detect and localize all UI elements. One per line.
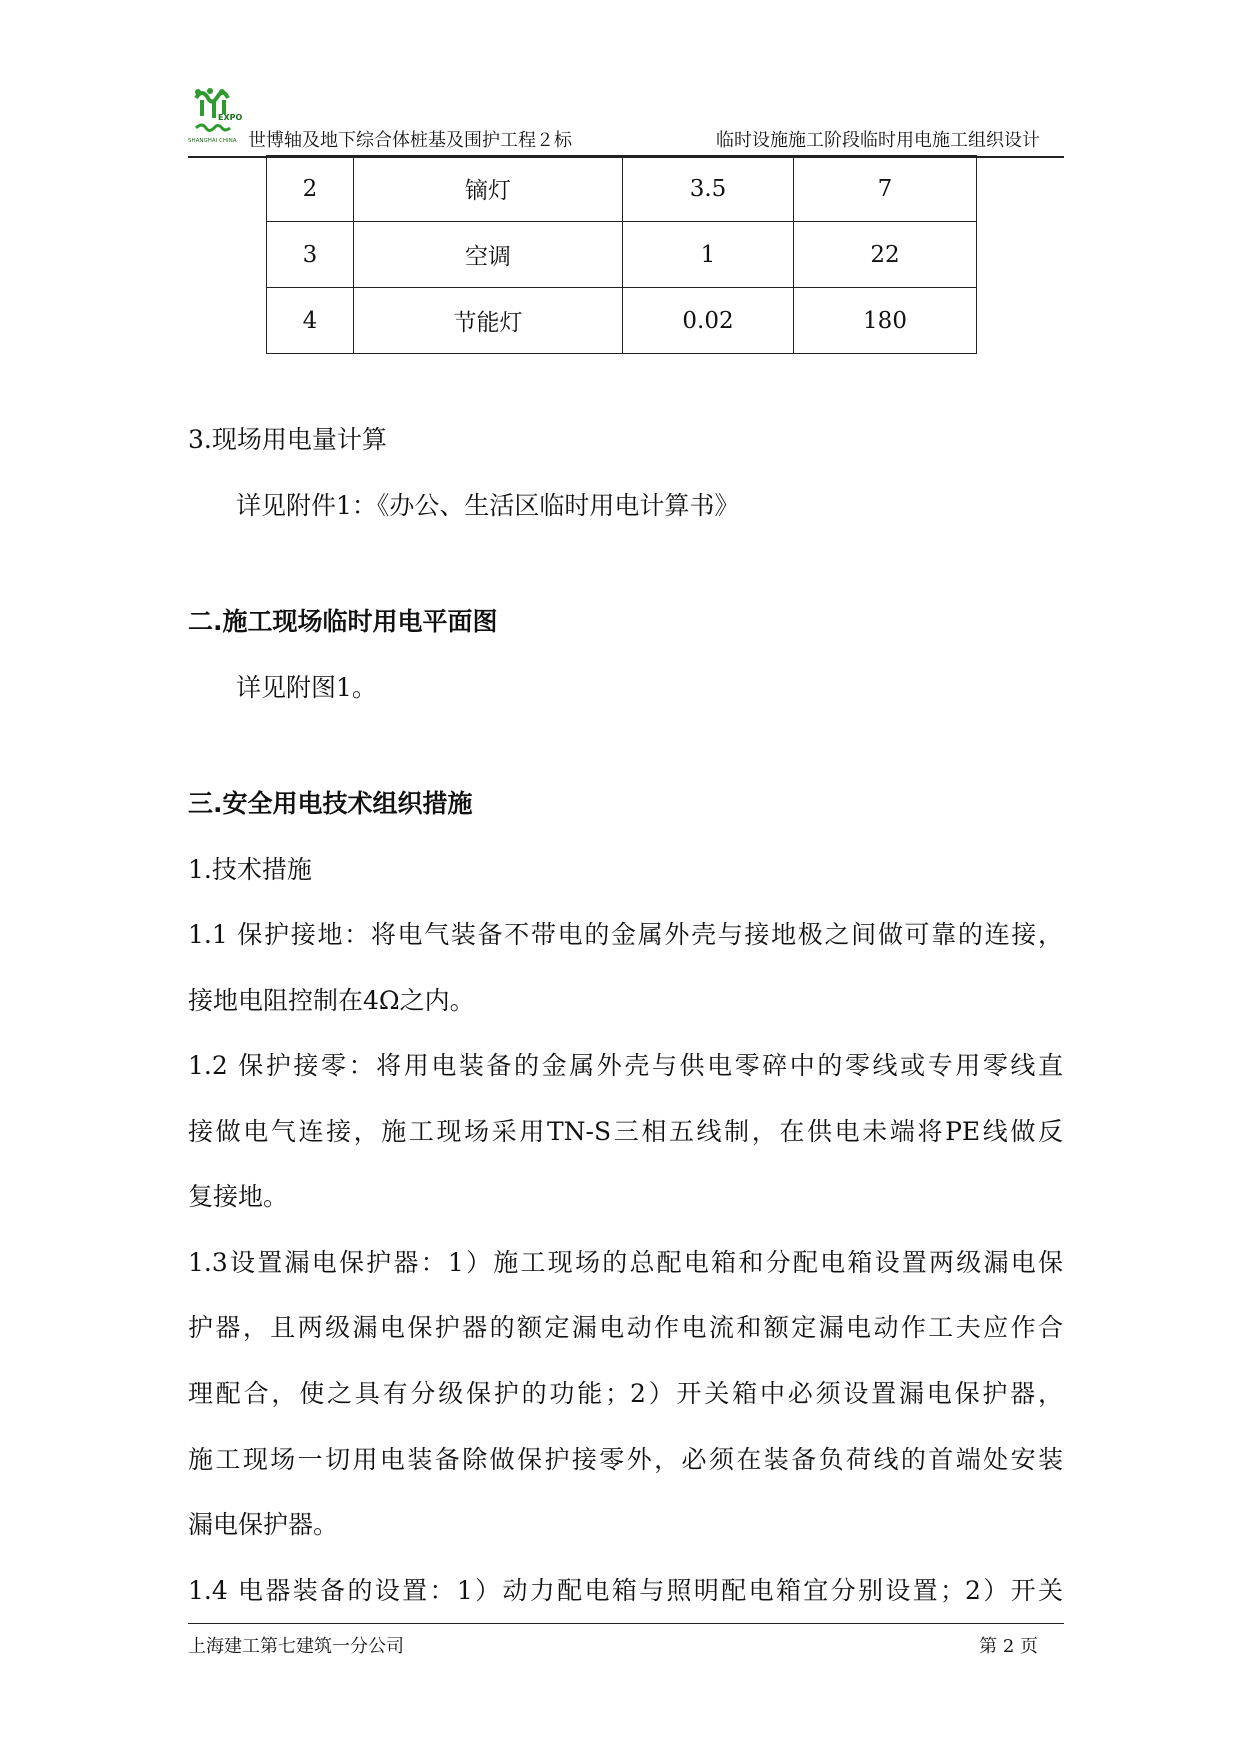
table-cell-no: 3 [267, 222, 354, 288]
paragraph-appendix-ref: 详见附件1：《办公、生活区临时用电计算书》 [236, 491, 740, 520]
section-heading-electricity-calc: 3.现场用电量计算 [188, 425, 387, 454]
footer-page-number: 第 2 页 [979, 1636, 1038, 1657]
expo-logo-icon [188, 86, 244, 146]
table-row [267, 288, 977, 354]
table-row [267, 156, 977, 222]
paragraph-line: 1.3设置漏电保护器：1）施工现场的总配电箱和分配电箱设置两级漏电保 [188, 1248, 1063, 1277]
paragraph-line: 护器，且两级漏电保护器的额定漏电动作电流和额定漏电动作工夫应作合 [188, 1313, 1063, 1342]
logo-shanghai-text: SHANGHAI CHINA [188, 138, 237, 144]
header-document-title: 临时设施施工阶段临时用电施工组织设计 [716, 130, 1040, 151]
paragraph-line: 漏电保护器。 [188, 1510, 339, 1539]
paragraph-line: 接地电阻控制在4Ω之内。 [188, 986, 475, 1015]
table-cell-no: 2 [267, 156, 354, 222]
table-row [267, 222, 977, 288]
section-heading-safety-measures: 三.安全用电技术组织措施 [188, 789, 473, 818]
table-cell-name: 镝灯 [354, 156, 623, 222]
table-cell-no: 4 [267, 288, 354, 354]
paragraph-figure-ref: 详见附图1。 [236, 673, 377, 702]
header-project-title: 世博轴及地下综合体桩基及围护工程２标 [248, 130, 572, 151]
page-footer [188, 1623, 1064, 1657]
paragraph-line: 理配合，使之具有分级保护的功能；2）开关箱中必须设置漏电保护器， [188, 1379, 1063, 1408]
footer-company: 上海建工第七建筑一分公司 [188, 1636, 404, 1657]
table-cell-qty: 180 [794, 288, 977, 354]
paragraph-line: 复接地。 [188, 1182, 289, 1211]
paragraph-line: 1.4 电器装备的设置：1）动力配电箱与照明配电箱宜分别设置；2）开关 [188, 1576, 1063, 1605]
table-cell-qty: 22 [794, 222, 977, 288]
table-cell-name: 节能灯 [354, 288, 623, 354]
paragraph-line: 1.2 保护接零：将用电装备的金属外壳与供电零碎中的零线或专用零线直 [188, 1051, 1063, 1080]
section-heading-layout-plan: 二.施工现场临时用电平面图 [188, 607, 498, 636]
subheading-technical-measures: 1.技术措施 [188, 855, 312, 884]
table-cell-name: 空调 [354, 222, 623, 288]
logo-expo-text: EXPO [218, 113, 243, 122]
paragraph-line: 1.1 保护接地：将电气装备不带电的金属外壳与接地极之间做可靠的连接， [188, 920, 1063, 949]
paragraph-line: 接做电气连接，施工现场采用TN-S三相五线制，在供电未端将PE线做反 [188, 1117, 1063, 1146]
table-cell-power: 1 [623, 222, 794, 288]
table-cell-qty: 7 [794, 156, 977, 222]
table-cell-power: 3.5 [623, 156, 794, 222]
paragraph-line: 施工现场一切用电装备除做保护接零外，必须在装备负荷线的首端处安装 [188, 1445, 1063, 1474]
equipment-table [266, 155, 977, 354]
page-header [188, 84, 1064, 158]
table-cell-power: 0.02 [623, 288, 794, 354]
